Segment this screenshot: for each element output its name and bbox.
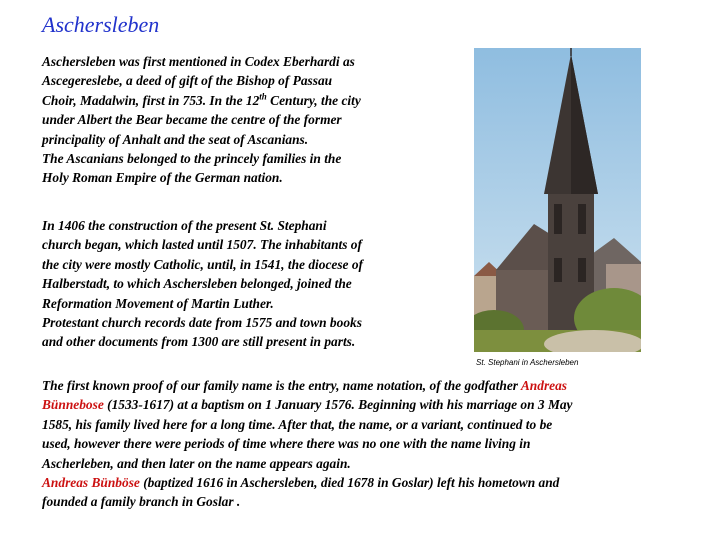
text-line: under Albert the Bear became the centre of the former (42, 112, 342, 128)
text-line: principality of Anhalt and the seat of Ascanians. (42, 131, 309, 147)
page-title: Aschersleben (42, 12, 160, 37)
text-line: Halberstadt, to which Aschersleben belonged, joined the (42, 276, 352, 292)
text-line: Ascegereslebe, a deed of gift of the Bishop of Passau (42, 73, 333, 89)
text-line: Reformation Movement of Martin Luther. (42, 295, 274, 311)
text-line: The first known proof of our family name is the entry, name notation, of the godfather (42, 378, 521, 393)
text-line: used, however there were periods of time where there was no one with the name living in (42, 436, 531, 452)
text-line: Choir, Madalwin, first in 753. In the 12 (42, 92, 260, 108)
text-line: The Ascanians belonged to the princely families in the (42, 151, 342, 167)
church-paragraph (42, 216, 442, 352)
text-line: In 1406 the construction of the present St. Stephani (42, 218, 327, 233)
superscript: th (259, 91, 267, 102)
text-line: Aschersleben was first mentioned in Codex Eberhardi as (42, 54, 355, 69)
church-photo (474, 48, 641, 352)
person-name: Bünnebose (42, 397, 104, 413)
text-line: church began, which lasted until 1507. The inhabitants of (42, 237, 362, 253)
text-line: Century, the city (266, 92, 361, 108)
text-line: Ascherleben, and then later on the name appears again. (42, 455, 351, 471)
text-line: Holy Roman Empire of the German nation. (42, 170, 283, 186)
text-line: the city were mostly Catholic, until, in 1541, the diocese of (42, 256, 363, 272)
photo-caption: St. Stephani in Aschersleben (476, 358, 579, 367)
text-line: founded a family branch in Goslar . (42, 494, 241, 510)
family-paragraph (42, 376, 682, 512)
history-paragraph (42, 52, 442, 188)
text-line: (1533-1617) at a baptism on 1 January 1576. Beginning with his marriage on 3 May (103, 397, 573, 413)
text-line: 1585, his family lived here for a long time. After that, the name, or a variant, continued to be (42, 416, 553, 432)
text-line: and other documents from 1300 are still present in parts. (42, 334, 356, 350)
person-name: Andreas (520, 378, 568, 393)
text-line: Protestant church records date from 1575 and town books (42, 315, 362, 331)
text-line: (baptized 1616 in Aschersleben, died 1678 in Goslar) left his hometown and (139, 475, 560, 491)
person-name: Andreas Bünböse (42, 475, 140, 491)
